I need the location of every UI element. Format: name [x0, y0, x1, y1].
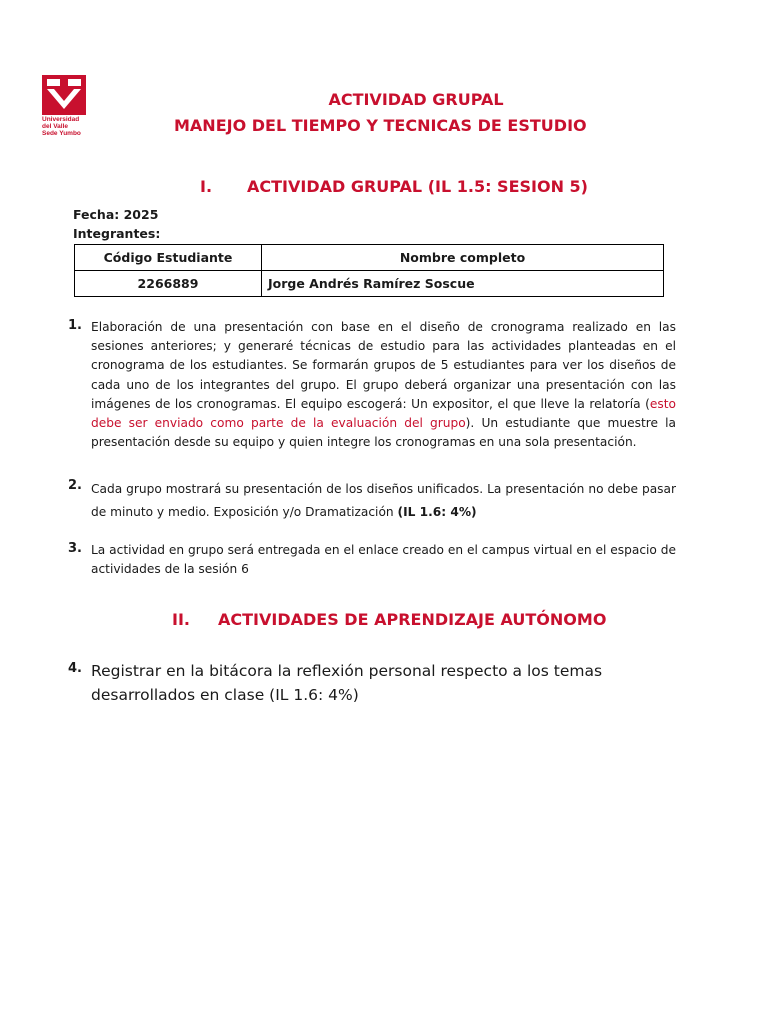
list-item-text: Elaboración de una presentación con base en el diseño de cronograma realizado en las sesiones anteriores; y generaré técnicas de estudio para las actividades planteadas en el cronograma de los estudiantes. Se formarán grupos de 5 estudiantes para ver los diseños de cada uno de los integrantes del grupo. El grupo deberá organizar una presentación con las imágenes de los cronogramas. El equipo escogerá: Un expositor, el que lleve la relatoría (esto debe ser enviado como parte de la evaluación del grupo). Un estudiante que muestre la presentación desde su equipo y quien integre los cronogramas en una sola presentación.: [91, 320, 676, 450]
list-item-text: Registrar en la bitácora la reflexión personal respecto a los temas desarrollados en clase (IL 1.6: 4%): [91, 662, 603, 704]
list-item-number: 2.: [68, 478, 82, 493]
column-header: Nombre completo: [262, 245, 664, 271]
section-heading-1: [200, 177, 588, 196]
table-row: [75, 271, 664, 297]
section-title: ACTIVIDAD GRUPAL (IL 1.5: SESION 5): [247, 177, 588, 196]
highlighted-note: esto debe ser enviado como parte de la evaluación del grupo: [91, 396, 676, 431]
students-table: [74, 244, 664, 297]
student-name-cell: Jorge Andrés Ramírez Soscue: [262, 271, 664, 297]
logo-text: Universidad del Valle Sede Yumbo: [42, 116, 81, 137]
list-item: [68, 478, 676, 524]
section-heading-2: [172, 610, 606, 629]
section-title: ACTIVIDADES DE APRENDIZAJE AUTÓNOMO: [218, 610, 607, 629]
list-item-text: Cada grupo mostrará su presentación de los diseños unificados. La presentación no debe pasar de minuto y medio. Exposición y/o Dramatización (IL 1.6: 4%): [91, 482, 676, 519]
page-subtitle: MANEJO DEL TIEMPO Y TECNICAS DE ESTUDIO: [174, 116, 587, 135]
list-item: [68, 318, 676, 452]
list-item: [68, 541, 676, 579]
list-item-number: 4.: [68, 661, 82, 676]
student-code-cell: 2266889: [75, 271, 262, 297]
date-label: Fecha: 2025: [73, 207, 159, 222]
list-item-number: 3.: [68, 541, 82, 556]
list-item: [68, 659, 676, 707]
section-number: II.: [172, 610, 190, 629]
list-item-text: La actividad en grupo será entregada en el enlace creado en el campus virtual en el espacio de actividades de la sesión 6: [91, 543, 676, 577]
column-header: Código Estudiante: [75, 245, 262, 271]
members-label: Integrantes:: [73, 226, 161, 241]
page-title: ACTIVIDAD GRUPAL: [328, 90, 504, 109]
list-item-number: 1.: [68, 318, 82, 333]
section-number: I.: [200, 177, 213, 196]
table-header-row: [75, 245, 664, 271]
